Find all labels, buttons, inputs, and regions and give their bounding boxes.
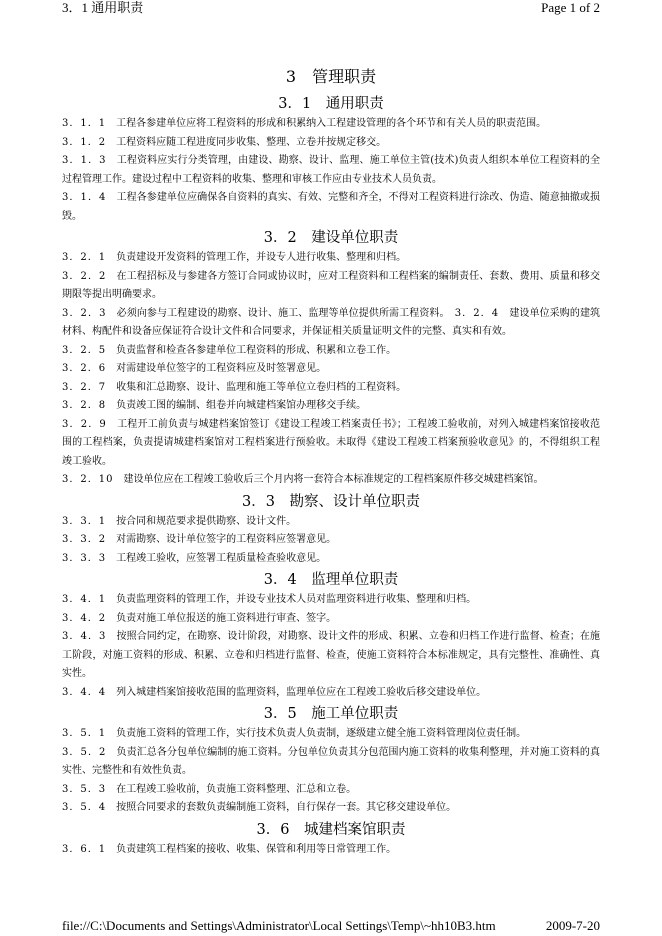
clause-paragraph	[62, 591, 600, 610]
section-title: 3．6 城建档案馆职责	[256, 821, 406, 838]
clause-paragraph	[62, 360, 600, 379]
clause-number: 3．2．1	[62, 252, 107, 263]
clause-text: 工程各参建单位应确保各自资料的真实、有效、完整和齐全，不得对工程资料进行涂改、伪造、随意抽撤或损毁。	[62, 192, 601, 222]
section-title: 3．2 建设单位职责	[263, 230, 399, 246]
clause-text: 负责汇总各分包单位编制的施工资料。分包单位负责其分包范围内施工资料的收集利整理，并对施工资料的真实性、完整性和有效性负责。	[62, 746, 601, 776]
clause-number: 3．2．4	[454, 307, 500, 319]
clause-paragraph	[62, 342, 600, 361]
clause-number: 3．2．7	[62, 381, 107, 393]
clause-text: 收集和汇总勘察、设计、监理和施工等单位立卷归档的工程资料。	[116, 381, 407, 393]
section-title: 3．1 通用职责	[278, 96, 384, 112]
clause-paragraph	[62, 513, 600, 532]
clause-number: 3．2．10	[62, 474, 114, 485]
clause-number: 3．4．4	[62, 686, 107, 698]
clause-number: 3．2．9	[62, 418, 107, 430]
clause-number: 3．1．2	[62, 136, 107, 148]
clause-paragraph	[62, 249, 600, 268]
clause-paragraph	[62, 416, 600, 472]
clause-text: 负责施工资料的管理工作，实行技术负责人负责制，逐级建立健全施工资料管理岗位责任制。	[116, 728, 527, 739]
clause-text: 按照合同约定，在勘察、设计阶段，对勘察、设计文件的形成、积累、立卷和归档工作进行监督、检查；在施工阶段，对施工资料的形成、积累、立卷和归档进行监督、检查，使施工资料符合本标准规定，具有完整性、准确性、真实性。	[62, 631, 601, 679]
clause-paragraph	[62, 628, 600, 684]
clause-number: 3．1．4	[62, 192, 107, 203]
clause-paragraph	[62, 379, 600, 398]
clause-paragraph	[62, 781, 600, 800]
clause-text: 负责建设开发资料的管理工作，并设专人进行收集、整理和归档。	[116, 252, 407, 263]
clause-paragraph	[62, 531, 600, 550]
document-title: 3 管理职责	[285, 67, 377, 86]
clause-text: 工程资料应实行分类管理，由建设、勘察、设计、监理、施工单位主管(技术)负责人组织本单位工程资料的全过程管理工作。建设过程中工程资料的收集、整理和审核工作应由专业技术人员负责。	[62, 155, 600, 185]
clause-text: 对需勘察、设计单位签字的工程资料应签署意见。	[116, 534, 337, 545]
clause-number: 3．1．1	[62, 118, 107, 129]
file-path: file://C:\Documents and Settings\Administrator\Local Settings\Temp\~hh10B3.htm	[62, 918, 496, 933]
clause-paragraph	[62, 152, 600, 189]
clause-text: 负责监理资料的管理工作，并设专业技术人员对监理资料进行收集、整理和归档。	[116, 594, 477, 605]
clause-number: 3．2．8	[62, 400, 107, 411]
clause-text: 在工程竣工验收前，负责施工资料整理、汇总和立卷。	[116, 783, 357, 795]
clause-paragraph	[62, 799, 600, 818]
clause-text: 工程竣工验收，应签署工程质量检查验收意见。	[116, 552, 327, 564]
clause-number: 3．4．2	[62, 612, 107, 624]
clause-number: 3．3．2	[62, 534, 107, 545]
clause-text: 列入城建档案馆接收范围的监理资料，监理单位应在工程竣工验收后移交建设单位。	[116, 686, 487, 698]
clause-paragraph	[62, 684, 600, 703]
clause-number: 3．2．5	[62, 344, 107, 356]
clause-text: 工程资料应随工程进度同步收集、整理、立卷并按规定移交。	[116, 136, 387, 148]
clause-paragraph	[62, 610, 600, 629]
clause-text: 工程开工前负责与城建档案馆签订《建设工程竣工档案责任书》；工程竣工验收前，对列入城建档案馆接收范围的工程档案，负责提请城建档案馆对工程档案进行预验收。未取得《建设工程竣工档案预验收意见》的，不得组织工程竣工验收。	[62, 418, 601, 467]
clause-text: 负责竣工图的编制、组卷并向城建档案馆办理移交手续。	[116, 400, 367, 411]
clause-paragraph	[62, 268, 600, 305]
clause-text: 在工程招标及与参建各方签订合同或协议时，应对工程资料和工程档案的编制责任、套数、费用、质量和移交期限等提出明确要求。	[62, 270, 601, 300]
clause-number: 3．4．3	[62, 631, 107, 642]
document-body	[62, 66, 600, 859]
print-date: 2009-7-20	[545, 918, 600, 933]
clause-text: 建设单位采购的建筑材料、构配件和设备应保证符合设计文件和合同要求，并保证相关质量证明文件的完整、真实和有效。	[62, 307, 601, 337]
clause-text: 工程各参建单位应将工程资料的形成和积累纳入工程建设管理的各个环节和有关人员的职责范围。	[116, 118, 547, 129]
clause-number: 3．6．1	[62, 843, 107, 855]
clause-text: 建设单位应在工程竣工验收后三个月内将一套符合本标准规定的工程档案原件移交城建档案馆。	[123, 474, 544, 485]
clause-paragraph	[62, 550, 600, 569]
clause-number: 3．2．2	[62, 270, 107, 282]
clause-text: 按合同和规范要求提供勘察、设计文件。	[116, 515, 297, 527]
clause-number: 3．5．2	[62, 746, 107, 758]
section-title: 3．3 勘察、设计单位职责	[242, 493, 420, 510]
clause-paragraph	[62, 115, 600, 134]
clause-text: 必须向参与工程建设的勘察、设计、施工、监理等单位提供所需工程资料。	[116, 307, 445, 319]
clause-number: 3．5．3	[62, 783, 107, 795]
section-title: 3．4 监理单位职责	[263, 572, 399, 588]
clause-number: 3．3．3	[62, 552, 107, 564]
clause-number: 3．3．1	[62, 515, 107, 527]
clause-number: 3．2．3	[62, 307, 107, 319]
clause-text: 负责对施工单位报送的施工资料进行审查、签字。	[116, 612, 337, 624]
clause-paragraph	[62, 134, 600, 153]
clause-paragraph	[62, 471, 600, 490]
clause-paragraph	[62, 397, 600, 416]
clause-number: 3．5．4	[62, 802, 107, 813]
clause-paragraph	[62, 305, 600, 342]
clause-text: 负责监督和检查各参建单位工程资料的形成、积累和立卷工作。	[116, 344, 397, 356]
clause-paragraph	[62, 189, 600, 226]
clause-number: 3．2．6	[62, 363, 107, 374]
header-title: 3．1 通用职责	[62, 0, 144, 15]
clause-paragraph	[62, 744, 600, 781]
clause-text: 对需建设单位签字的工程资料应及时签署意见。	[116, 363, 327, 374]
page-number: Page 1 of 2	[541, 0, 600, 15]
clause-text: 按照合同要求的套数负责编制施工资料，自行保存一套。其它移交建设单位。	[116, 802, 457, 813]
clause-number: 3．1．3	[62, 155, 107, 166]
clause-paragraph	[62, 725, 600, 744]
clause-number: 3．5．1	[62, 728, 107, 739]
clause-paragraph	[62, 841, 600, 860]
clause-number: 3．4．1	[62, 594, 107, 605]
clause-text: 负责建筑工程档案的接收、收集、保管和利用等日常管理工作。	[116, 843, 397, 855]
section-title: 3．5 施工单位职责	[263, 706, 399, 722]
